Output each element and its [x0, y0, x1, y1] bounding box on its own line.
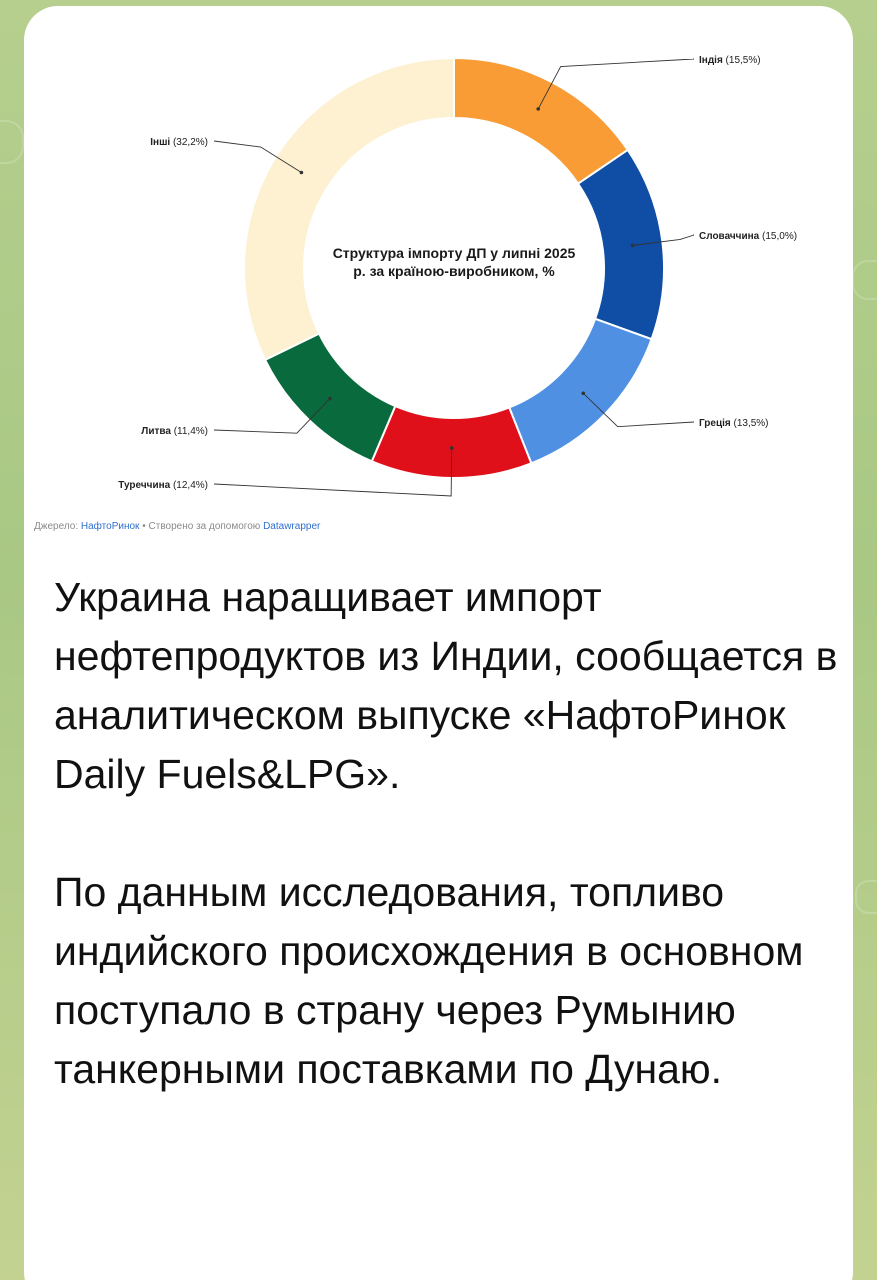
- wallpaper-doodle: [852, 260, 877, 300]
- source-link[interactable]: НафтоРинок: [80, 521, 140, 532]
- message-paragraph-1: Украина наращивает импорт нефтепродуктов из Индии, сообщается в аналитическом выпуске «НафтоРинок Daily Fuels&LPG».: [54, 574, 838, 797]
- source-prefix: Джерело:: [34, 521, 79, 532]
- wallpaper-doodle: [855, 880, 877, 914]
- label-lithuania: Литва (11,4%): [141, 426, 208, 437]
- leader-dot-others: [300, 171, 304, 175]
- created-with-text: Створено за допомогою: [148, 521, 261, 532]
- message-text: [54, 568, 844, 1099]
- source-separator: •: [142, 521, 146, 532]
- leader-dot-lithuania: [328, 397, 332, 401]
- chart-source-line: [34, 521, 320, 532]
- leader-dot-india: [536, 107, 540, 111]
- leader-dot-slovakia: [631, 244, 635, 248]
- leader-dot-turkey: [450, 446, 454, 450]
- leader-dot-greece: [581, 391, 585, 395]
- slice-others: [244, 58, 454, 360]
- label-others: Інші (32,2%): [150, 137, 208, 148]
- label-turkey: Туреччина (12,4%): [118, 480, 208, 491]
- slice-greece: [509, 319, 651, 463]
- chart-image[interactable]: [24, 6, 853, 536]
- slice-india: [454, 58, 628, 184]
- label-india: Індія (15,5%): [699, 55, 761, 66]
- label-greece: Греція (13,5%): [699, 418, 769, 429]
- slice-slovakia: [578, 150, 664, 339]
- donut-chart: [24, 6, 853, 526]
- message-paragraph-2: По данным исследования, топливо индийского происхождения в основном поступало в страну через Румынию танкерными поставками по Дунаю.: [54, 869, 804, 1092]
- datawrapper-link[interactable]: Datawrapper: [263, 521, 321, 532]
- label-slovakia: Словаччина (15,0%): [699, 231, 798, 242]
- message-bubble: [24, 6, 853, 1280]
- wallpaper-doodle: [0, 120, 24, 164]
- chart-title-line-1: Структура імпорту ДП у липні 2025: [332, 245, 576, 261]
- chart-title-line-2: р. за країною-виробником, %: [353, 263, 555, 279]
